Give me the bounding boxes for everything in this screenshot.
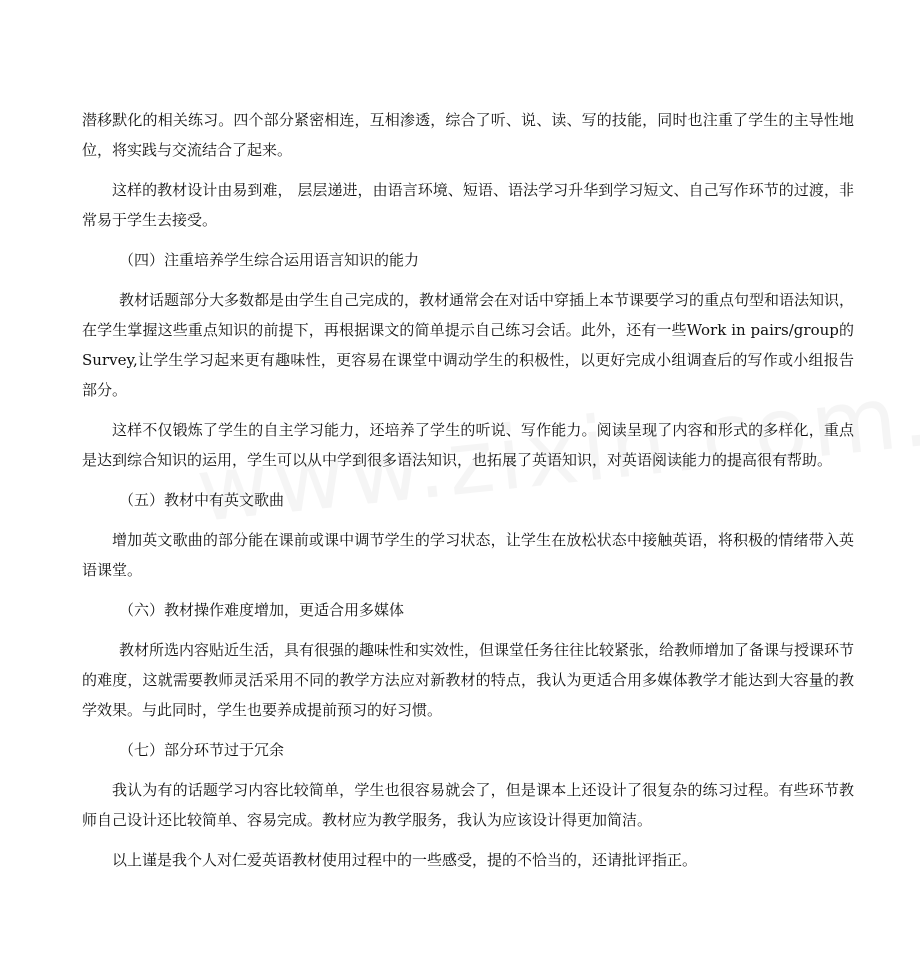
paragraph: 教材所选内容贴近生活，具有很强的趣味性和实效性，但课堂任务往往比较紧张，给教师增加了备课与授课环节的难度，这就需要教师灵活采用不同的教学方法应对新教材的特点，我认为更适合用多媒体教学才能达到大容量的教学效果。与此同时，学生也要养成提前预习的好习惯。 xyxy=(82,641,855,719)
paragraph: 以上谨是我个人对仁爱英语教材使用过程中的一些感受，提的不恰当的，还请批评指正。 xyxy=(112,851,698,869)
paragraph: 教材话题部分大多数都是由学生自己完成的，教材通常会在对话中穿插上本节课要学习的重点句型和语法知识，在学生掌握这些重点知识的前提下，再根据课文的简单提示自己练习会话。此外，还有一些Work in pairs/group的Survey,让学生学习起来更有趣味性，更容易在课堂中调动学生的积极性，以更好完成小组调查后的写作或小组报告部分。 xyxy=(82,291,855,399)
paragraph: 这样的教材设计由易到难， 层层递进，由语言环境、短语、语法学习升华到学习短文、自己写作环节的过渡，非常易于学生去接受。 xyxy=(82,181,854,229)
paragraph: 增加英文歌曲的部分能在课前或课中调节学生的学习状态，让学生在放松状态中接触英语，将积极的情绪带入英语课堂。 xyxy=(82,531,854,579)
paragraph: 潜移默化的相关练习。四个部分紧密相连，互相渗透，综合了听、说、读、写的技能，同时也注重了学生的主导性地位，将实践与交流结合了起来。 xyxy=(82,111,854,159)
section-heading: （七）部分环节过于冗余 xyxy=(119,741,285,759)
section-heading: （六）教材操作难度增加，更适合用多媒体 xyxy=(119,601,405,619)
paragraph: 这样不仅锻炼了学生的自主学习能力，还培养了学生的听说、写作能力。阅读呈现了内容和形式的多样化，重点是达到综合知识的运用，学生可以从中学到很多语法知识，也拓展了英语知识，对英语阅读能力的提高很有帮助。 xyxy=(82,421,854,469)
section-heading: （四）注重培养学生综合运用语言知识的能力 xyxy=(119,251,420,269)
document-body xyxy=(82,105,854,885)
section-heading: （五）教材中有英文歌曲 xyxy=(119,491,285,509)
paragraph: 我认为有的话题学习内容比较简单，学生也很容易就会了，但是课本上还设计了很复杂的练习过程。有些环节教师自己设计还比较简单、容易完成。教材应为教学服务，我认为应该设计得更加简洁。 xyxy=(82,781,854,829)
